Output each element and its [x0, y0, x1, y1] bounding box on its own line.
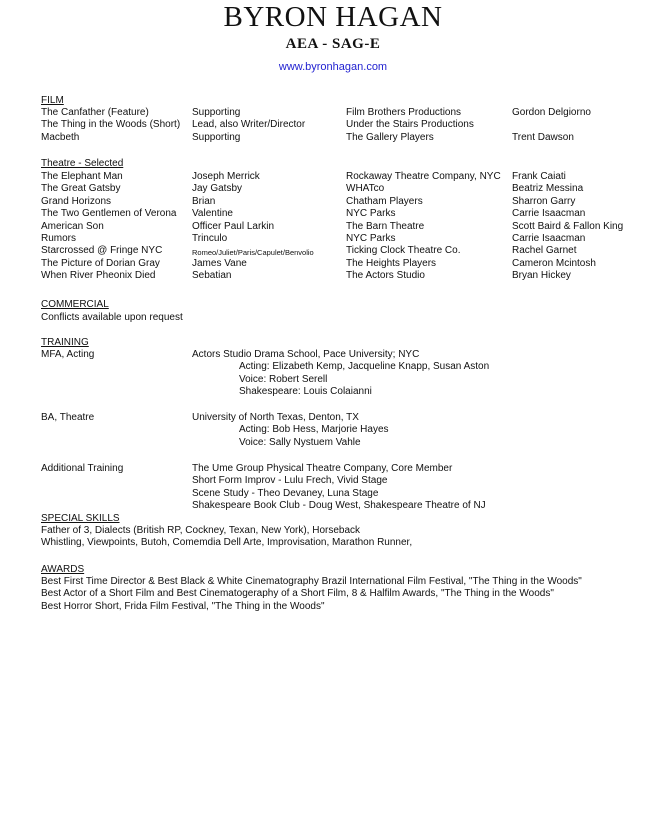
theatre-credit-cell: Jay Gatsby [192, 183, 243, 195]
training-degree: MFA, Acting [41, 349, 95, 360]
theatre-credit-cell: The Picture of Dorian Gray [41, 257, 160, 269]
film-credit-cell: Macbeth [41, 131, 80, 143]
special-skills-line: Whistling, Viewpoints, Butoh, Comemdia Dell Arte, Improvisation, Marathon Runner, [41, 537, 413, 549]
website-link[interactable]: www.byronhagan.com [278, 61, 388, 73]
theatre-credit-cell: When River Pheonix Died [41, 270, 156, 282]
training-degree: Additional Training [41, 463, 124, 474]
training-degree: BA, Theatre [41, 412, 95, 423]
theatre-credit-cell: The Elephant Man [41, 171, 123, 182]
section-heading-awards: AWARDS [41, 564, 85, 575]
section-heading-film: FILM [41, 95, 64, 106]
film-credit-cell: Lead, also Writer/Director [192, 119, 306, 131]
theatre-credit-cell: Officer Paul Larkin [192, 220, 275, 232]
theatre-credit-cell: Rachel Garnet [512, 245, 577, 257]
training-teacher: Acting: Bob Hess, Marjorie Hayes [239, 424, 389, 436]
training-school: University of North Texas, Denton, TX [192, 412, 359, 423]
training-additional: Short Form Improv - Lulu Frech, Vivid Stage [192, 475, 388, 487]
theatre-credit-cell: The Barn Theatre [346, 220, 425, 232]
theatre-credit-cell: Carrie Isaacman [512, 233, 586, 244]
training-additional: Shakespeare Book Club - Doug West, Shakespeare Theatre of NJ [192, 500, 486, 512]
theatre-credit-cell: James Vane [192, 257, 247, 269]
theatre-credit-cell: The Actors Studio [346, 270, 425, 282]
theatre-credit-cell: Romeo/Juliet/Paris/Capulet/Benvolio [192, 248, 314, 258]
award-line: Best First Time Director & Best Black & White Cinematography Brazil International Film Festival, "The Thing in the Woods" [41, 576, 582, 587]
film-credit-cell: The Gallery Players [346, 131, 434, 143]
film-credit-cell: Supporting [192, 131, 241, 143]
award-line: Best Horror Short, Frida Film Festival, "The Thing in the Woods" [41, 600, 325, 612]
film-credit-cell: Film Brothers Productions [346, 107, 462, 118]
theatre-credit-cell: American Son [41, 220, 104, 232]
union-affiliations: AEA - SAG-E [285, 36, 381, 52]
training-teacher: Voice: Sally Nystuem Vahle [239, 436, 361, 448]
film-credit-cell: The Canfather (Feature) [41, 107, 149, 118]
training-teacher: Acting: Elizabeth Kemp, Jacqueline Knapp, Susan Aston [239, 361, 490, 373]
section-heading-theatre: Theatre - Selected [41, 158, 124, 169]
theatre-credit-cell: Rockaway Theatre Company, NYC [346, 171, 501, 182]
theatre-credit-cell: Sebatian [192, 270, 232, 282]
award-line: Best Actor of a Short Film and Best Cinematogeraphy of a Short Film, 8 & Halfilm Awards, "The Thing in the Woods" [41, 588, 554, 600]
theatre-credit-cell: Cameron Mcintosh [512, 257, 596, 269]
theatre-credit-cell: Brian [192, 195, 216, 207]
theatre-credit-cell: Trinculo [192, 233, 228, 244]
theatre-credit-cell: Sharron Garry [512, 195, 576, 207]
theatre-credit-cell: Valentine [192, 208, 233, 220]
training-teacher: Shakespeare: Louis Colaianni [239, 386, 372, 398]
training-school: Actors Studio Drama School, Pace University; NYC [192, 349, 420, 360]
theatre-credit-cell: NYC Parks [346, 233, 396, 244]
section-heading-commercial: COMMERCIAL [41, 299, 109, 310]
training-school: The Ume Group Physical Theatre Company, Core Member [192, 463, 453, 474]
theatre-credit-cell: Grand Horizons [41, 195, 112, 207]
film-credit-cell: Supporting [192, 107, 241, 118]
theatre-credit-cell: Frank Caiati [512, 171, 566, 182]
film-credit-cell: The Thing in the Woods (Short) [41, 119, 181, 131]
section-heading-special-skills: SPECIAL SKILLS [41, 513, 120, 524]
training-teacher: Voice: Robert Serell [239, 373, 328, 385]
theatre-credit-cell: Joseph Merrick [192, 171, 260, 182]
theatre-credit-cell: The Heights Players [346, 257, 437, 269]
theatre-credit-cell: Bryan Hickey [512, 270, 571, 282]
theatre-credit-cell: Ticking Clock Theatre Co. [346, 245, 461, 257]
theatre-credit-cell: NYC Parks [346, 208, 396, 220]
commercial-note: Conflicts available upon request [41, 312, 183, 323]
theatre-credit-cell: Starcrossed @ Fringe NYC [41, 245, 163, 257]
film-credit-cell: Trent Dawson [512, 131, 574, 143]
actor-name: BYRON HAGAN [223, 1, 443, 33]
theatre-credit-cell: Rumors [41, 233, 77, 244]
film-credit-cell: Under the Stairs Productions [346, 119, 474, 131]
theatre-credit-cell: Carrie Isaacman [512, 208, 586, 220]
special-skills-line: Father of 3, Dialects (British RP, Cockney, Texan, New York), Horseback [41, 525, 361, 536]
theatre-credit-cell: The Great Gatsby [41, 183, 121, 195]
training-additional: Scene Study - Theo Devaney, Luna Stage [192, 487, 379, 499]
theatre-credit-cell: Beatriz Messina [512, 183, 584, 195]
theatre-credit-cell: The Two Gentlemen of Verona [41, 208, 177, 220]
theatre-credit-cell: Scott Baird & Fallon King [512, 220, 624, 232]
section-heading-training: TRAINING [41, 337, 89, 348]
film-credit-cell: Gordon Delgiorno [512, 107, 591, 118]
theatre-credit-cell: WHATco [346, 183, 385, 195]
theatre-credit-cell: Chatham Players [346, 195, 423, 207]
